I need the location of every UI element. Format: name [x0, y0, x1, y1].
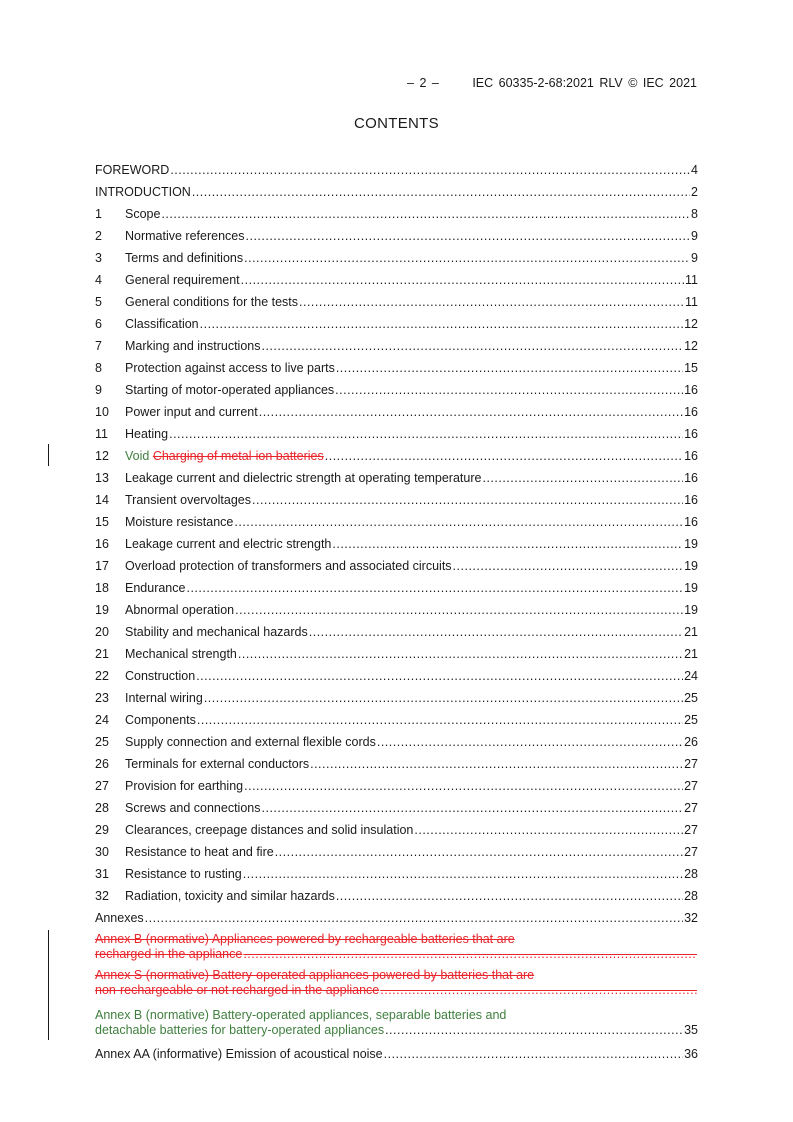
toc-entry[interactable] — [95, 1038, 698, 1062]
toc-entry[interactable] — [95, 398, 698, 420]
toc-entry-number: 17 — [95, 559, 109, 573]
toc-entry-text: Supply connection and external flexible cords — [125, 735, 376, 749]
toc-page-number: 8 — [691, 207, 698, 221]
toc-entry-text: Normative references — [125, 229, 245, 243]
toc-entry-number: 5 — [95, 295, 102, 309]
leader-dots — [161, 206, 690, 222]
toc-entry-text: Screws and connections — [125, 801, 261, 815]
toc-entry-text: Stability and mechanical hazards — [125, 625, 308, 639]
toc-page-number: 2 — [691, 185, 698, 199]
toc-entry-number: 31 — [95, 867, 109, 881]
toc-entry[interactable] — [95, 464, 698, 486]
toc-entry-text: Annex B (normative) Appliances powered by rechargeable batteries that are — [95, 932, 515, 946]
toc-page-number: 24 — [684, 669, 698, 683]
document-reference: IEC 60335-2-68:2021 RLV © IEC 2021 — [472, 76, 697, 90]
toc-entry-text: Resistance to rusting — [125, 867, 242, 881]
toc-entry[interactable] — [95, 266, 698, 288]
toc-entry-number: 8 — [95, 361, 102, 375]
toc-page-number: 11 — [685, 273, 698, 287]
leader-dots — [234, 514, 683, 530]
leader-dots — [238, 646, 683, 662]
toc-entry-number: 24 — [95, 713, 109, 727]
toc-entry[interactable] — [95, 420, 698, 442]
leader-dots — [197, 712, 683, 728]
page-number: – 2 – — [407, 76, 439, 90]
table-of-contents — [95, 156, 698, 1062]
toc-entry[interactable] — [95, 530, 698, 552]
toc-entry[interactable] — [95, 486, 698, 508]
toc-page-number: 16 — [684, 515, 698, 529]
toc-entry[interactable] — [95, 640, 698, 662]
toc-page-number: 15 — [684, 361, 698, 375]
toc-entry-text: Starting of motor-operated appliances — [125, 383, 335, 397]
toc-entry[interactable] — [95, 310, 698, 332]
page-header — [407, 76, 697, 90]
toc-entry-number: 29 — [95, 823, 109, 837]
toc-page-number: 11 — [685, 295, 698, 309]
change-bar — [48, 930, 49, 1040]
toc-entry-text: Power input and current — [125, 405, 258, 419]
toc-entry-text: Scope — [125, 207, 161, 221]
toc-entry-text: Provision for earthing — [125, 779, 244, 793]
toc-entry-number: 32 — [95, 889, 109, 903]
leader-dots — [235, 602, 683, 618]
toc-entry[interactable] — [95, 816, 698, 838]
toc-page-number: 32 — [684, 911, 698, 925]
toc-entry-deleted[interactable] — [95, 932, 698, 962]
toc-entry-text: Leakage current and electric strength — [125, 537, 332, 551]
toc-entry-text: Classification — [125, 317, 199, 331]
toc-entry[interactable] — [95, 178, 698, 200]
toc-entry-text: Mechanical strength — [125, 647, 237, 661]
toc-entry[interactable] — [95, 156, 698, 178]
toc-page-number: 9 — [691, 251, 698, 265]
toc-entry[interactable] — [95, 662, 698, 684]
toc-entry[interactable] — [95, 684, 698, 706]
toc-entry-text: Terms and definitions — [125, 251, 244, 265]
toc-entry[interactable] — [95, 288, 698, 310]
toc-page-number: 35 — [684, 1023, 698, 1037]
toc-entry-number: 2 — [95, 229, 102, 243]
leader-dots — [380, 983, 697, 998]
toc-entry-text: Overload protection of transformers and associated circuits — [125, 559, 452, 573]
toc-entry-text: Internal wiring — [125, 691, 203, 705]
toc-entry[interactable] — [95, 706, 698, 728]
toc-page-number: 21 — [684, 647, 698, 661]
toc-entry-text: Components — [125, 713, 196, 727]
leader-dots — [275, 844, 683, 860]
toc-entry-number: 15 — [95, 515, 109, 529]
toc-entry-text: General requirement — [125, 273, 240, 287]
leader-dots — [385, 1023, 683, 1038]
toc-entry[interactable] — [95, 244, 698, 266]
leader-dots — [204, 690, 683, 706]
toc-entry-number: 28 — [95, 801, 109, 815]
toc-entry-text: General conditions for the tests — [125, 295, 299, 309]
leader-dots — [261, 338, 683, 354]
leader-dots — [453, 558, 684, 574]
leader-dots — [336, 360, 683, 376]
toc-entry-text: non-rechargeable or not recharged in the appliance — [95, 983, 380, 997]
toc-entry-text: Annexes — [95, 911, 144, 925]
leader-dots — [169, 426, 683, 442]
toc-entry[interactable] — [95, 750, 698, 772]
toc-page-number: 27 — [684, 779, 698, 793]
toc-entry[interactable] — [95, 332, 698, 354]
toc-entry-number: 26 — [95, 757, 109, 771]
toc-page-number: 16 — [684, 427, 698, 441]
toc-entry-number: 6 — [95, 317, 102, 331]
toc-entry[interactable] — [95, 222, 698, 244]
toc-entry-text: Clearances, creepage distances and solid insulation — [125, 823, 414, 837]
toc-page-number: 19 — [684, 559, 698, 573]
toc-entry-number: 25 — [95, 735, 109, 749]
leader-dots — [309, 624, 683, 640]
deleted-text: Charging of metal-ion batteries — [152, 449, 324, 463]
toc-entry[interactable] — [95, 354, 698, 376]
leader-dots — [332, 536, 683, 552]
toc-entry[interactable] — [95, 838, 698, 860]
toc-entry[interactable] — [95, 904, 698, 926]
leader-dots — [384, 1046, 683, 1062]
toc-entry[interactable] — [95, 596, 698, 618]
toc-page-number: 36 — [684, 1047, 698, 1061]
inserted-text: Void — [125, 449, 150, 463]
toc-page-number: 28 — [684, 867, 698, 881]
toc-entry-text: Abnormal operation — [125, 603, 235, 617]
toc-entry[interactable] — [95, 552, 698, 574]
toc-entry-number: 1 — [95, 207, 102, 221]
toc-page-number: 25 — [684, 713, 698, 727]
toc-entry[interactable] — [95, 442, 698, 464]
toc-page-number: 28 — [684, 889, 698, 903]
toc-entry[interactable] — [95, 882, 698, 904]
leader-dots — [145, 910, 683, 926]
leader-dots — [414, 822, 683, 838]
toc-entry[interactable] — [95, 860, 698, 882]
toc-entry[interactable] — [95, 376, 698, 398]
toc-entry-text: Radiation, toxicity and similar hazards — [125, 889, 335, 903]
toc-entry-text: recharged in the appliance — [95, 947, 243, 961]
toc-page-number: 12 — [684, 317, 698, 331]
contents-title: CONTENTS — [354, 115, 439, 132]
toc-entry-number: 23 — [95, 691, 109, 705]
toc-entry[interactable] — [95, 618, 698, 640]
toc-page-number: 21 — [684, 625, 698, 639]
toc-entry-text: Terminals for external conductors — [125, 757, 310, 771]
toc-entry-added[interactable] — [95, 1008, 698, 1038]
toc-entry-text: Annex S (normative) Battery-operated appliances powered by batteries that are — [95, 968, 535, 982]
toc-entry-text: Resistance to heat and fire — [125, 845, 274, 859]
toc-entry-number: 22 — [95, 669, 109, 683]
toc-entry[interactable] — [95, 574, 698, 596]
toc-entry-number: 27 — [95, 779, 109, 793]
toc-entry-text — [125, 448, 324, 464]
toc-entry-text: Protection against access to live parts — [125, 361, 335, 375]
toc-entry-text: FOREWORD — [95, 163, 170, 177]
toc-entry-text: INTRODUCTION — [95, 185, 191, 199]
toc-entry[interactable] — [95, 508, 698, 530]
leader-dots — [377, 734, 683, 750]
toc-entry-number: 4 — [95, 273, 102, 287]
toc-entry-number: 13 — [95, 471, 109, 485]
leader-dots — [335, 382, 683, 398]
leader-dots — [482, 470, 683, 486]
toc-entry-number: 19 — [95, 603, 109, 617]
toc-entry-number: 10 — [95, 405, 109, 419]
toc-entry-text: Annex B (normative) Battery-operated appliances, separable batteries and — [95, 1008, 507, 1022]
leader-dots — [196, 668, 683, 684]
toc-entry-number: 20 — [95, 625, 109, 639]
toc-page-number: 27 — [684, 801, 698, 815]
leader-dots — [259, 404, 683, 420]
toc-entry-deleted[interactable] — [95, 968, 698, 998]
toc-entry-text: detachable batteries for battery-operated appliances — [95, 1023, 385, 1037]
leader-dots — [299, 294, 684, 310]
toc-entry-number: 16 — [95, 537, 109, 551]
toc-entry[interactable] — [95, 794, 698, 816]
toc-page-number: 19 — [684, 537, 698, 551]
toc-page-number: 27 — [684, 823, 698, 837]
toc-entry-text: Heating — [125, 427, 169, 441]
leader-dots — [243, 947, 697, 962]
toc-entry-text: Moisture resistance — [125, 515, 234, 529]
toc-entry-number: 12 — [95, 449, 109, 463]
toc-entry[interactable] — [95, 200, 698, 222]
leader-dots — [243, 866, 683, 882]
leader-dots — [244, 778, 683, 794]
leader-dots — [252, 492, 683, 508]
toc-page-number: 16 — [684, 449, 698, 463]
toc-page-number: 19 — [684, 581, 698, 595]
change-bar — [48, 444, 49, 466]
toc-page-number: 16 — [684, 493, 698, 507]
toc-page-number: 4 — [691, 163, 698, 177]
toc-page-number: 16 — [684, 471, 698, 485]
leader-dots — [310, 756, 683, 772]
leader-dots — [262, 800, 684, 816]
toc-entry-number: 11 — [95, 427, 108, 441]
toc-entry-text: Leakage current and dielectric strength at operating temperature — [125, 471, 482, 485]
toc-entry-number: 21 — [95, 647, 109, 661]
toc-page-number: 12 — [684, 339, 698, 353]
toc-entry-text: Marking and instructions — [125, 339, 261, 353]
toc-page-number: 27 — [684, 845, 698, 859]
leader-dots — [200, 316, 683, 332]
toc-entry[interactable] — [95, 772, 698, 794]
leader-dots — [244, 250, 690, 266]
leader-dots — [241, 272, 684, 288]
toc-entry-number: 30 — [95, 845, 109, 859]
toc-page-number: 16 — [684, 405, 698, 419]
toc-page-number: 26 — [684, 735, 698, 749]
toc-page-number: 16 — [684, 383, 698, 397]
toc-entry-number: 7 — [95, 339, 102, 353]
leader-dots — [170, 162, 690, 178]
toc-entry-number: 14 — [95, 493, 109, 507]
leader-dots — [192, 184, 690, 200]
leader-dots — [325, 448, 683, 464]
toc-entry[interactable] — [95, 728, 698, 750]
toc-entry-number: 18 — [95, 581, 109, 595]
toc-page-number: 9 — [691, 229, 698, 243]
leader-dots — [186, 580, 683, 596]
leader-dots — [246, 228, 691, 244]
toc-entry-number: 9 — [95, 383, 102, 397]
toc-entry-text: Annex AA (informative) Emission of acoustical noise — [95, 1047, 383, 1061]
toc-entry-text: Endurance — [125, 581, 186, 595]
toc-entry-number: 3 — [95, 251, 102, 265]
leader-dots — [336, 888, 683, 904]
toc-entry-text: Transient overvoltages — [125, 493, 251, 507]
toc-page-number: 19 — [684, 603, 698, 617]
toc-page-number: 25 — [684, 691, 698, 705]
toc-entry-text: Construction — [125, 669, 196, 683]
toc-page-number: 27 — [684, 757, 698, 771]
